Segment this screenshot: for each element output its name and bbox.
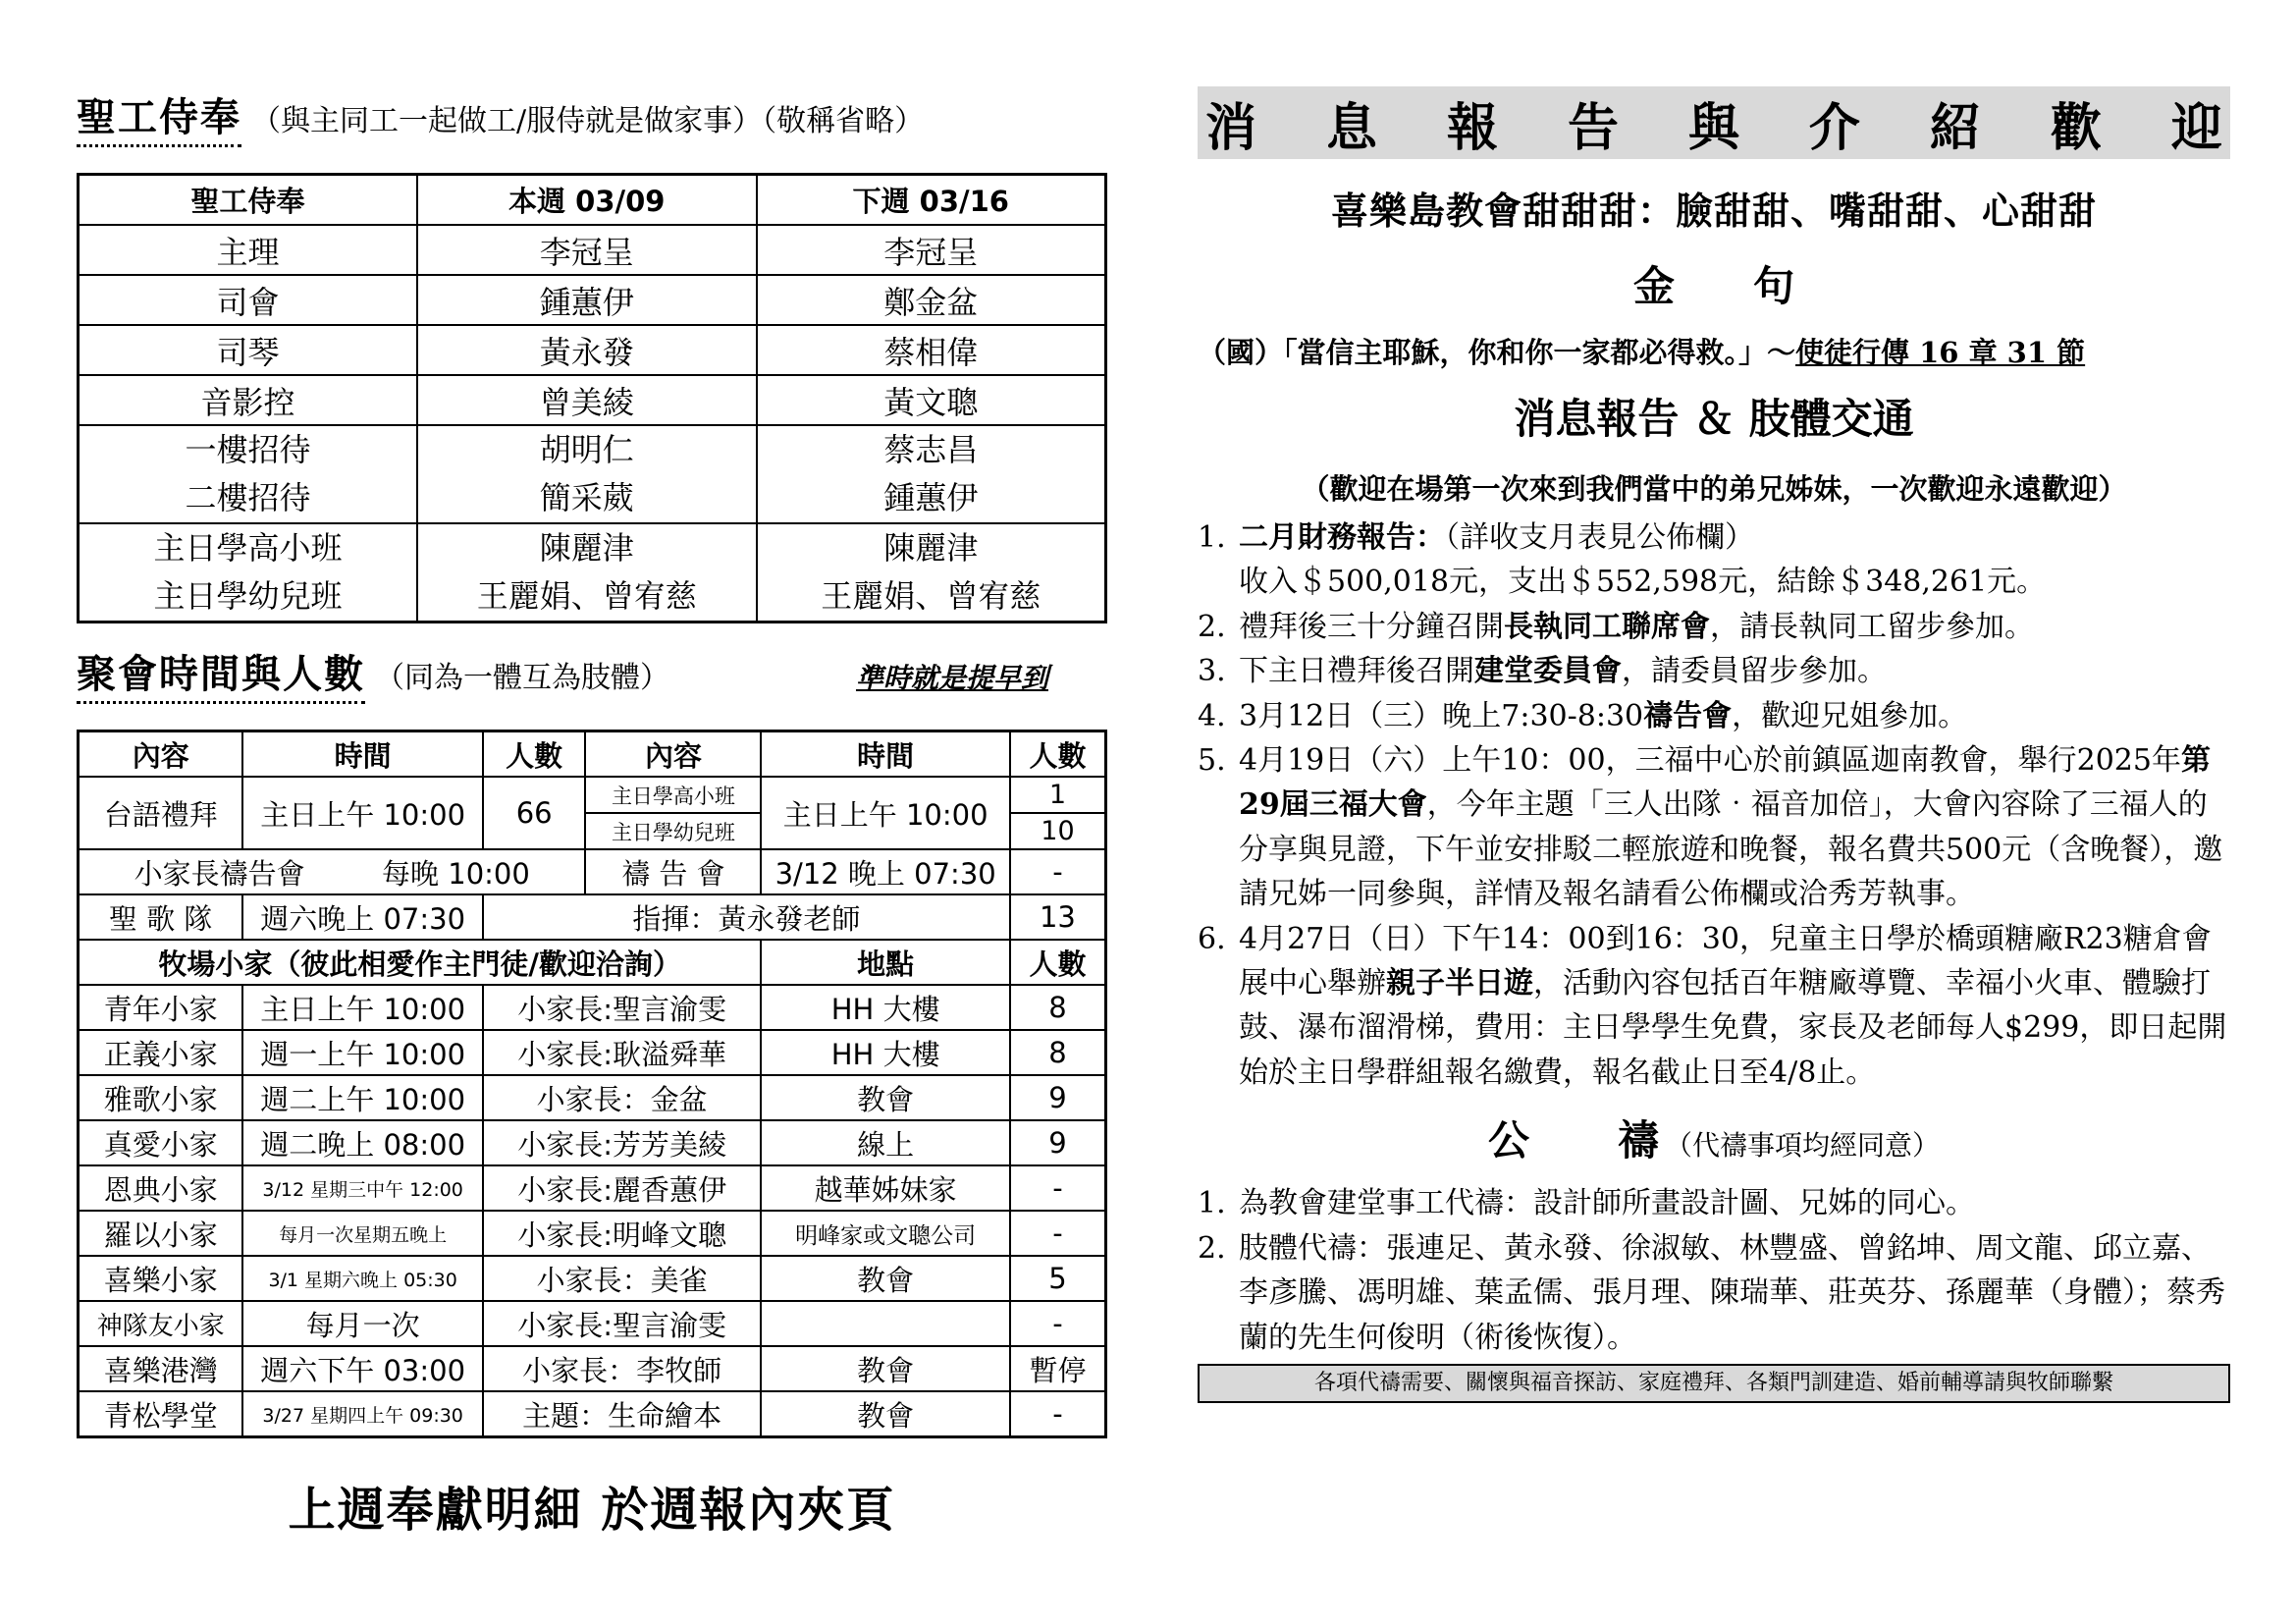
group-place: HH 大樓 bbox=[761, 1030, 1009, 1075]
col-count: 人數 bbox=[1010, 731, 1106, 778]
item-number: 2. bbox=[1198, 1230, 1226, 1266]
group-leader: 小家長：金盆 bbox=[483, 1075, 762, 1120]
meetings-header bbox=[77, 643, 1107, 704]
item-number: 2. bbox=[1198, 609, 1226, 644]
welcome-text: （歡迎在場第一次來到我們當中的弟兄姊妹，一次歡迎永遠歡迎） bbox=[1301, 472, 2127, 506]
table-row bbox=[79, 1165, 1106, 1211]
group-leader: 小家長：李牧師 bbox=[483, 1346, 762, 1391]
table-row bbox=[79, 375, 1106, 425]
group-name: 青年小家 bbox=[79, 985, 243, 1030]
col-role: 聖工侍奉 bbox=[79, 175, 418, 226]
this-week-cell: 李冠呈 bbox=[417, 225, 757, 275]
item-text: 下主日禮拜後召開 bbox=[1239, 654, 1474, 689]
group-place: 教會 bbox=[761, 1346, 1009, 1391]
banner-char: 迎 bbox=[2170, 97, 2222, 158]
table-row bbox=[79, 325, 1106, 375]
group-leader: 主題：生命繪本 bbox=[483, 1391, 762, 1437]
item-text: ，今年主題「三人出隊‧福音加倍」，大會內容除了三福人的分享與見證，下午並安排駁二輕旅遊和晚餐，報名費共500元（含晚餐），邀請兄姊一同參與，詳情及報名請看公佈欄或洽秀芳執事。 bbox=[1239, 787, 2223, 912]
group-leader: 小家長:耿溢舜華 bbox=[483, 1030, 762, 1075]
servants-subtitle: （與主同工一起做工/服侍就是做家事）（敬稱省略） bbox=[251, 104, 925, 138]
group-place bbox=[761, 1301, 1009, 1346]
group-time: 週六下午 03:00 bbox=[242, 1346, 482, 1391]
this-week-cell: 黃永發 bbox=[417, 325, 757, 375]
family-prayer-name: 小家長禱告會 bbox=[133, 856, 305, 891]
sunday-school-count: 10 bbox=[1010, 813, 1106, 849]
role-line: 主日學高小班 bbox=[153, 529, 343, 567]
item-bold: 二月財務報告： bbox=[1239, 520, 1445, 555]
prayer-meeting-time: 3/12 晚上 07:30 bbox=[761, 849, 1009, 894]
next-week-cell: 蔡相偉 bbox=[757, 325, 1106, 375]
prayer-list bbox=[1198, 1181, 2230, 1360]
item-number: 1. bbox=[1198, 1186, 1226, 1221]
name-line: 陳麗津 bbox=[539, 529, 634, 567]
prayer-meeting-count: - bbox=[1010, 849, 1106, 894]
group-time: 每月一次星期五晚上 bbox=[242, 1211, 482, 1256]
this-week-cell: 曾美綾 bbox=[417, 375, 757, 425]
name-line: 鍾蕙伊 bbox=[883, 479, 979, 516]
servants-table bbox=[77, 173, 1107, 623]
verse-text: （國）「當信主耶穌，你和你一家都必得救。」～ bbox=[1198, 336, 1796, 369]
item-text: 4月27日（日）下午14：00到16：30，兒童主日學於橋頭糖廠R23糖倉會展中心舉辦 bbox=[1239, 921, 2212, 1001]
item-text: 禮拜後三十分鐘召開 bbox=[1239, 609, 1504, 644]
role-cell: 主理 bbox=[79, 225, 418, 275]
item-number: 3. bbox=[1198, 654, 1226, 689]
choir-conductor: 指揮：黃永發老師 bbox=[483, 894, 1010, 940]
item-text: ，活動內容包括百年糖廠導覽、幸福小火車、體驗打鼓、瀑布溜滑梯，費用：主日學學生免費，家長及老師每人$299，即日起開始於主日學群組報名繳費，報名截止日至4/8止。 bbox=[1239, 966, 2227, 1090]
this-week-cell bbox=[417, 523, 757, 623]
group-place: 越華姊妹家 bbox=[761, 1165, 1009, 1211]
item-text: ，歡迎兄姐參加。 bbox=[1732, 698, 1968, 733]
sunday-school-name: 主日學幼兒班 bbox=[585, 813, 761, 849]
item-bold: 建堂委員會 bbox=[1474, 654, 1622, 689]
group-time: 週二上午 10:00 bbox=[242, 1075, 482, 1120]
banner-char: 歡 bbox=[2050, 97, 2102, 158]
group-count: 5 bbox=[1010, 1256, 1106, 1301]
group-name: 真愛小家 bbox=[79, 1120, 243, 1165]
item-text: 3月12日（三）晚上7:30-8:30 bbox=[1239, 698, 1644, 733]
news-title: 消息報告 ＆ 肢體交通 bbox=[1514, 395, 1914, 443]
next-week-cell: 鄭金盆 bbox=[757, 275, 1106, 325]
prayer-meeting-name: 禱 告 會 bbox=[585, 849, 761, 894]
golden-verse bbox=[1198, 331, 2230, 371]
choir-name: 聖 歌 隊 bbox=[79, 894, 243, 940]
choir-time: 週六晚上 07:30 bbox=[242, 894, 482, 940]
col-groups: 牧場小家（彼此相愛作主門徒/歡迎洽詢） bbox=[79, 940, 762, 985]
banner-char: 介 bbox=[1808, 97, 1860, 158]
table-row bbox=[79, 1075, 1106, 1120]
name-line: 王麗娟、曾宥慈 bbox=[821, 577, 1041, 615]
group-name: 青松學堂 bbox=[79, 1391, 243, 1437]
table-row bbox=[79, 1211, 1106, 1256]
taiyu-time: 主日上午 10:00 bbox=[242, 777, 482, 849]
item-number: 1. bbox=[1198, 520, 1226, 555]
item-text: 肢體代禱：張連足、黃永發、徐淑敏、林豐盛、曾銘坤、周文龍、邱立嘉、李彥騰、馮明雄、葉孟儒、張月理、陳瑞華、莊英芬、孫麗華（身體）；蔡秀蘭的先生何俊明（術後恢復）。 bbox=[1239, 1230, 2225, 1355]
col-time: 時間 bbox=[242, 731, 482, 778]
list-item bbox=[1198, 917, 2230, 1096]
list-item bbox=[1198, 694, 2230, 738]
role-cell bbox=[79, 425, 418, 523]
list-item bbox=[1198, 605, 2230, 649]
name-line: 王麗娟、曾宥慈 bbox=[476, 577, 697, 615]
table-row bbox=[79, 777, 1106, 813]
group-count: - bbox=[1010, 1391, 1106, 1437]
item-number: 5. bbox=[1198, 743, 1226, 779]
news-list bbox=[1198, 515, 2230, 1095]
banner-char: 息 bbox=[1325, 97, 1377, 158]
group-place: 教會 bbox=[761, 1075, 1009, 1120]
table-row bbox=[79, 1391, 1106, 1437]
next-week-cell: 黃文聰 bbox=[757, 375, 1106, 425]
church-slogan: 喜樂島教會甜甜甜：臉甜甜、嘴甜甜、心甜甜 bbox=[1330, 189, 2097, 233]
group-leader: 小家長:明峰文聰 bbox=[483, 1211, 762, 1256]
contact-footer: 各項代禱需要、關懷與福音探訪、家庭禮拜、各類門訓建造、婚前輔導請與牧師聯繫 bbox=[1198, 1364, 2230, 1403]
name-line: 胡明仁 bbox=[539, 431, 634, 468]
group-name: 喜樂小家 bbox=[79, 1256, 243, 1301]
role-cell: 音影控 bbox=[79, 375, 418, 425]
table-row bbox=[79, 985, 1106, 1030]
golden-verse-title: 金句 bbox=[1632, 262, 1873, 310]
group-place: 明峰家或文聰公司 bbox=[761, 1211, 1009, 1256]
group-time: 3/27 星期四上午 09:30 bbox=[242, 1391, 482, 1437]
meetings-subtitle: （同為一體互為肢體） bbox=[375, 661, 669, 695]
group-time: 3/12 星期三中午 12:00 bbox=[242, 1165, 482, 1211]
col-content: 內容 bbox=[585, 731, 761, 778]
role-line: 主日學幼兒班 bbox=[153, 577, 343, 615]
sunday-school-time: 主日上午 10:00 bbox=[761, 777, 1009, 849]
sunday-school-name: 主日學高小班 bbox=[585, 777, 761, 813]
family-prayer-cell bbox=[79, 849, 586, 894]
meetings-header-row bbox=[79, 731, 1106, 778]
next-week-cell: 李冠呈 bbox=[757, 225, 1106, 275]
group-place: 教會 bbox=[761, 1256, 1009, 1301]
item-bold: 第29屆三福大會 bbox=[1239, 743, 2211, 823]
group-time: 3/1 星期六晚上 05:30 bbox=[242, 1256, 482, 1301]
group-count: - bbox=[1010, 1165, 1106, 1211]
list-item bbox=[1198, 515, 2230, 605]
item-text: ，請長執同工留步參加。 bbox=[1710, 609, 2034, 644]
prayer-title-a: 公 bbox=[1487, 1116, 1529, 1165]
table-row bbox=[79, 1301, 1106, 1346]
group-count: 9 bbox=[1010, 1120, 1106, 1165]
item-extra: 收入＄500,018元，支出＄552,598元，結餘＄348,261元。 bbox=[1239, 565, 2047, 600]
group-name: 羅以小家 bbox=[79, 1211, 243, 1256]
table-row bbox=[79, 849, 1106, 894]
banner-char: 紹 bbox=[1929, 97, 1981, 158]
role-line: 一樓招待 bbox=[185, 431, 311, 468]
prayer-subtitle: （代禱事項均經同意） bbox=[1665, 1129, 1941, 1163]
taiyu-count: 66 bbox=[483, 777, 586, 849]
banner-char: 報 bbox=[1446, 97, 1498, 158]
group-leader: 小家長:麗香蕙伊 bbox=[483, 1165, 762, 1211]
next-week-cell bbox=[757, 425, 1106, 523]
offering-note: 上週奉獻明細 於週報內夾頁 bbox=[288, 1483, 896, 1538]
prayer-title bbox=[1198, 1109, 2230, 1167]
list-item bbox=[1198, 1226, 2230, 1360]
col-next-week: 下週 03/16 bbox=[757, 175, 1106, 226]
table-row bbox=[79, 1256, 1106, 1301]
table-row bbox=[79, 1346, 1106, 1391]
choir-count: 13 bbox=[1010, 894, 1106, 940]
this-week-cell: 鍾蕙伊 bbox=[417, 275, 757, 325]
item-number: 6. bbox=[1198, 921, 1226, 956]
left-page bbox=[77, 86, 1107, 1540]
group-name: 神隊友小家 bbox=[79, 1301, 243, 1346]
servants-header bbox=[77, 86, 1107, 147]
col-count: 人數 bbox=[483, 731, 586, 778]
this-week-cell bbox=[417, 425, 757, 523]
meetings-table bbox=[77, 730, 1107, 1438]
list-item bbox=[1198, 738, 2230, 917]
banner-char: 消 bbox=[1205, 97, 1257, 158]
group-time: 週二晚上 08:00 bbox=[242, 1120, 482, 1165]
col-count: 人數 bbox=[1010, 940, 1106, 985]
announcements-banner bbox=[1198, 86, 2230, 159]
group-place: HH 大樓 bbox=[761, 985, 1009, 1030]
table-row bbox=[79, 894, 1106, 940]
item-bold: 親子半日遊 bbox=[1386, 966, 1533, 1001]
table-row bbox=[79, 1120, 1106, 1165]
group-leader: 小家長:聖言渝雯 bbox=[483, 1301, 762, 1346]
group-time: 每月一次 bbox=[242, 1301, 482, 1346]
group-place: 線上 bbox=[761, 1120, 1009, 1165]
item-bold: 禱告會 bbox=[1643, 698, 1733, 733]
table-row bbox=[79, 523, 1106, 623]
group-time: 主日上午 10:00 bbox=[242, 985, 482, 1030]
group-leader: 小家長:聖言渝雯 bbox=[483, 985, 762, 1030]
group-count: - bbox=[1010, 1211, 1106, 1256]
name-line: 陳麗津 bbox=[883, 529, 979, 567]
group-leader: 小家長：美雀 bbox=[483, 1256, 762, 1301]
table-row bbox=[79, 1030, 1106, 1075]
taiyu-name: 台語禮拜 bbox=[79, 777, 243, 849]
banner-char: 告 bbox=[1567, 97, 1619, 158]
item-bold: 長執同工聯席會 bbox=[1504, 609, 1710, 644]
sunday-school-count: 1 bbox=[1010, 777, 1106, 813]
servants-title: 聖工侍奉 bbox=[77, 86, 241, 147]
name-line: 蔡志昌 bbox=[883, 431, 979, 468]
group-name: 雅歌小家 bbox=[79, 1075, 243, 1120]
group-count: - bbox=[1010, 1301, 1106, 1346]
table-row bbox=[79, 425, 1106, 523]
col-place: 地點 bbox=[761, 940, 1009, 985]
list-item bbox=[1198, 649, 2230, 693]
col-time: 時間 bbox=[761, 731, 1009, 778]
item-number: 4. bbox=[1198, 698, 1226, 733]
group-place: 教會 bbox=[761, 1391, 1009, 1437]
right-page bbox=[1198, 86, 2230, 1403]
meetings-title: 聚會時間與人數 bbox=[77, 643, 365, 704]
group-name: 正義小家 bbox=[79, 1030, 243, 1075]
banner-char: 與 bbox=[1687, 97, 1739, 158]
group-count: 9 bbox=[1010, 1075, 1106, 1120]
family-prayer-time: 每晚 10:00 bbox=[382, 856, 530, 891]
item-text: 為教會建堂事工代禱：設計師所畫設計圖、兄姊的同心。 bbox=[1239, 1186, 1975, 1221]
next-week-cell bbox=[757, 523, 1106, 623]
list-item bbox=[1198, 1181, 2230, 1225]
item-text: 4月19日（六）上午10：00，三福中心於前鎮區迦南教會，舉行2025年 bbox=[1239, 743, 2181, 779]
group-count: 8 bbox=[1010, 1030, 1106, 1075]
group-leader: 小家長:芳芳美綾 bbox=[483, 1120, 762, 1165]
prayer-title-b: 禱 bbox=[1617, 1116, 1659, 1165]
verse-reference: 使徒行傳 16 章 31 節 bbox=[1795, 336, 2086, 369]
group-name: 喜樂港灣 bbox=[79, 1346, 243, 1391]
servants-header-row bbox=[79, 175, 1106, 226]
col-content: 內容 bbox=[79, 731, 243, 778]
col-this-week: 本週 03/09 bbox=[417, 175, 757, 226]
table-row bbox=[79, 225, 1106, 275]
group-name: 恩典小家 bbox=[79, 1165, 243, 1211]
meetings-note: 準時就是提早到 bbox=[855, 662, 1048, 694]
table-row bbox=[79, 275, 1106, 325]
groups-header-row bbox=[79, 940, 1106, 985]
group-count: 8 bbox=[1010, 985, 1106, 1030]
item-text: ，請委員留步參加。 bbox=[1622, 654, 1887, 689]
role-cell: 司會 bbox=[79, 275, 418, 325]
group-count: 暫停 bbox=[1010, 1346, 1106, 1391]
item-text: （詳收支月表見公佈欄） bbox=[1445, 520, 1754, 555]
name-line: 簡采葳 bbox=[539, 479, 634, 516]
group-time: 週一上午 10:00 bbox=[242, 1030, 482, 1075]
role-cell bbox=[79, 523, 418, 623]
role-line: 二樓招待 bbox=[185, 479, 311, 516]
role-cell: 司琴 bbox=[79, 325, 418, 375]
